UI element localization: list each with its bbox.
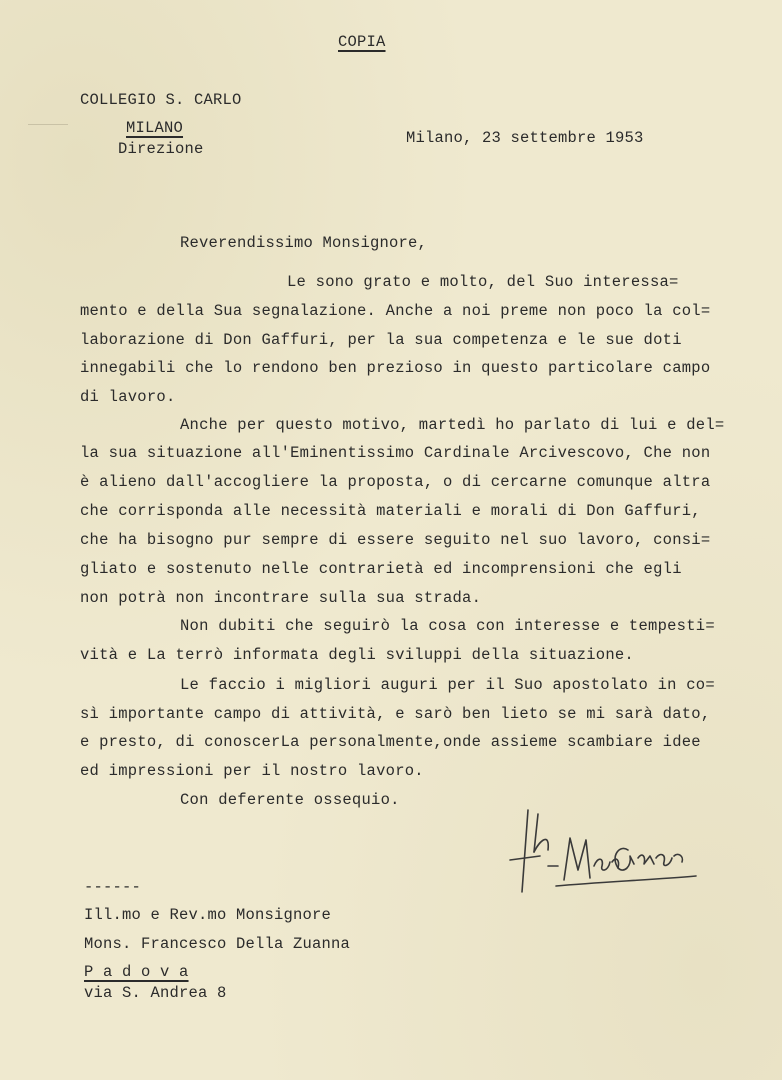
document-heading: COPIA (338, 33, 386, 51)
body-line: vità e La terrò informata degli sviluppi della situazione. (80, 646, 634, 664)
handwritten-signature (500, 800, 710, 910)
paper-mark (28, 124, 68, 125)
recipient-street: via S. Andrea 8 (84, 984, 227, 1002)
body-line: mento e della Sua segnalazione. Anche a noi preme non poco la col= (80, 302, 711, 320)
sender-city: MILANO (126, 119, 184, 137)
body-line: che ha bisogno pur sempre di essere seguito nel suo lavoro, consi= (80, 531, 711, 549)
body-line: Le sono grato e molto, del Suo interessa= (287, 273, 679, 291)
body-line: di lavoro. (80, 388, 176, 406)
body-line: gliato e sostenuto nelle contrarietà ed incomprensioni che egli (80, 560, 682, 578)
sender-institution: COLLEGIO S. CARLO (80, 91, 242, 109)
recipient-city: P a d o v a (84, 963, 189, 981)
body-line: che corrisponda alle necessità materiali e morali di Don Gaffuri, (80, 502, 701, 520)
body-line: Le faccio i migliori auguri per il Suo apostolato in co= (180, 676, 715, 694)
body-line: sì importante campo di attività, e sarò ben lieto se mi sarà dato, (80, 705, 711, 723)
body-line: Anche per questo motivo, martedì ho parlato di lui e del= (180, 416, 725, 434)
body-line: è alieno dall'accogliere la proposta, o di cercarne comunque altra (80, 473, 711, 491)
recipient-title: Ill.mo e Rev.mo Monsignore (84, 906, 332, 924)
body-line: Con deferente ossequio. (180, 791, 400, 809)
body-line: laborazione di Don Gaffuri, per la sua competenza e le sue doti (80, 331, 682, 349)
body-line: innegabili che lo rendono ben prezioso in questo particolare campo (80, 359, 711, 377)
recipient-name: Mons. Francesco Della Zuanna (84, 935, 351, 953)
signature-text: + Mons Gaffuri (500, 800, 509, 801)
body-line: non potrà non incontrare sulla sua strada. (80, 589, 482, 607)
salutation: Reverendissimo Monsignore, (180, 234, 428, 252)
body-line: e presto, di conoscerLa personalmente,onde assieme scambiare idee (80, 733, 701, 751)
body-line: ed impressioni per il nostro lavoro. (80, 762, 424, 780)
sender-office: Direzione (118, 140, 204, 158)
date-line: Milano, 23 settembre 1953 (406, 129, 644, 147)
separator: ------ (84, 878, 142, 896)
body-line: Non dubiti che seguirò la cosa con interesse e tempesti= (180, 617, 715, 635)
body-line: la sua situazione all'Eminentissimo Cardinale Arcivescovo, Che non (80, 444, 711, 462)
